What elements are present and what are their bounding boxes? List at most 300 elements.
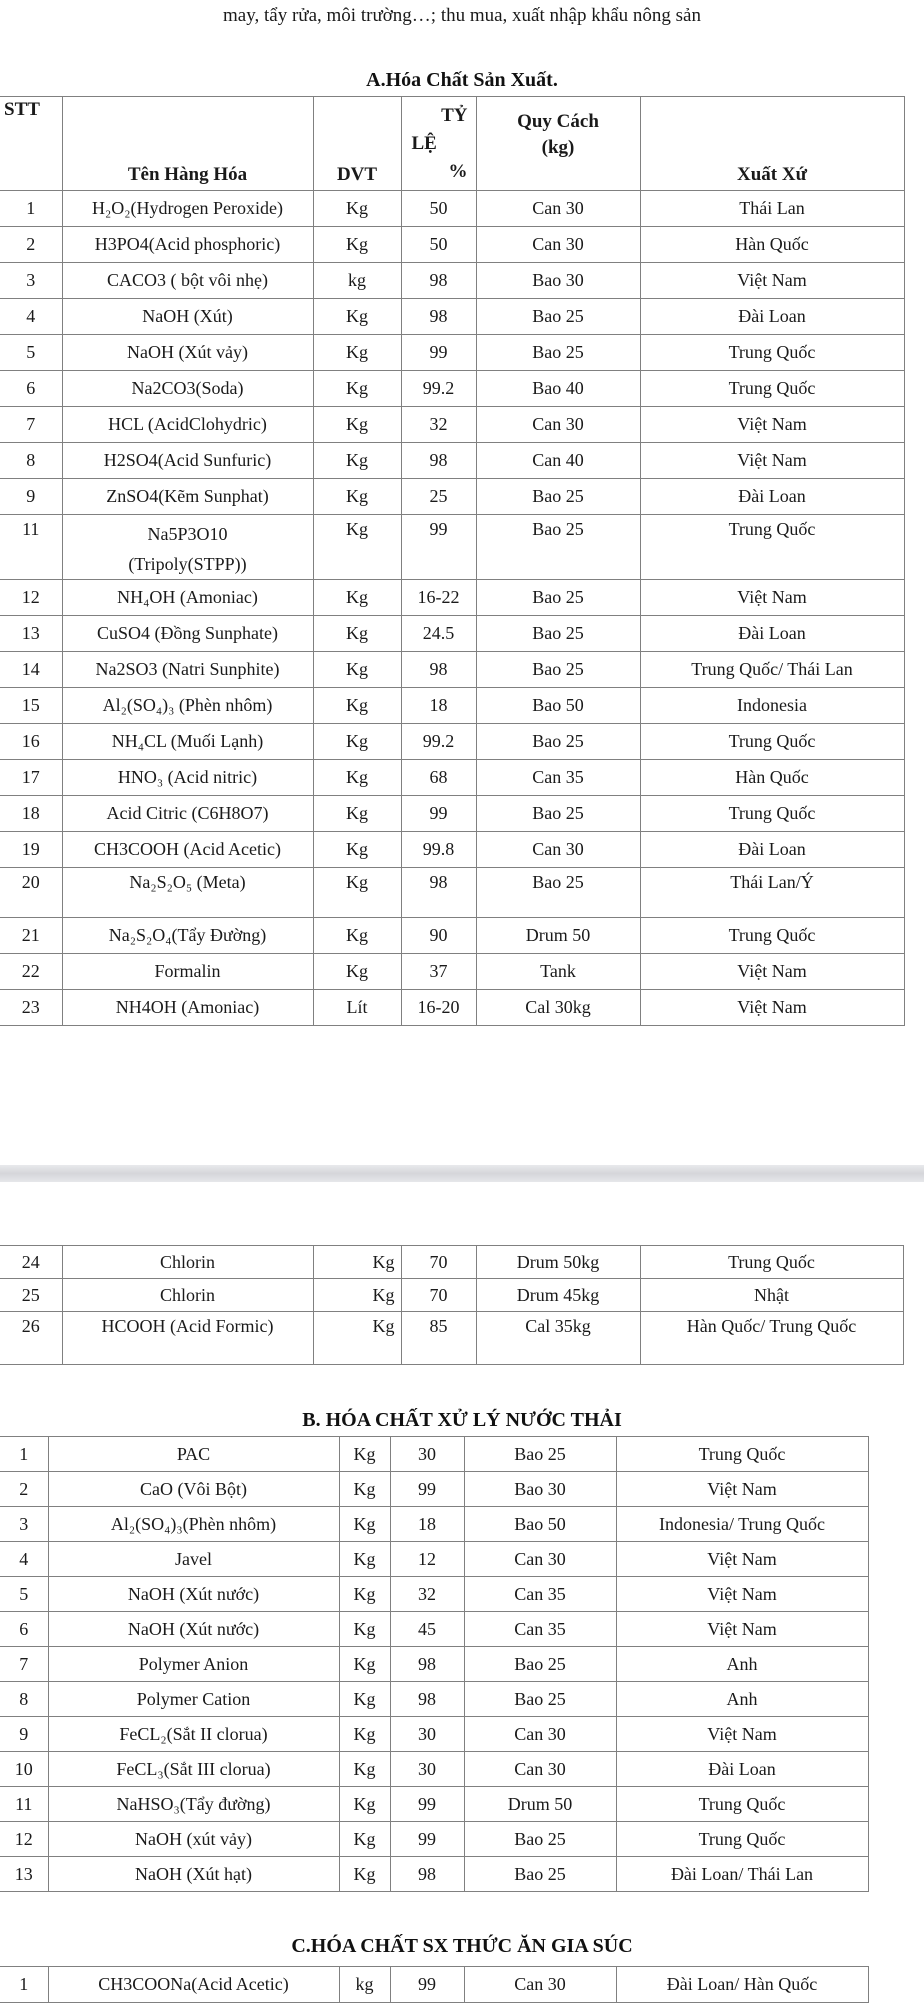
cell-name: PAC [48, 1437, 339, 1472]
table-row [0, 796, 904, 832]
cell-unit: Kg [313, 1312, 401, 1365]
table-row [0, 1472, 868, 1507]
table-row [0, 227, 904, 263]
cell-origin: Việt Nam [640, 443, 904, 479]
cell-unit: Kg [313, 1279, 401, 1312]
table-row [0, 1647, 868, 1682]
cell-name: Na2SO3 (Natri Sunphite) [62, 652, 313, 688]
cell-origin: Anh [616, 1682, 868, 1717]
table-row [0, 263, 904, 299]
cell-unit: Kg [313, 335, 401, 371]
table-row [0, 1577, 868, 1612]
header-stt: STT [0, 97, 62, 191]
cell-origin: Indonesia [640, 688, 904, 724]
table-header-row [0, 97, 904, 191]
cell-spec: Can 30 [476, 407, 640, 443]
section-a-continued-table [0, 1245, 904, 1365]
cell-unit: Kg [339, 1787, 390, 1822]
cell-stt: 7 [0, 1647, 48, 1682]
cell-stt: 22 [0, 954, 62, 990]
cell-unit: Kg [313, 515, 401, 580]
cell-origin: Thái Lan [640, 191, 904, 227]
cell-name: Chlorin [62, 1279, 313, 1312]
section-b-title: B. HÓA CHẤT XỬ LÝ NƯỚC THẢI [302, 1409, 622, 1431]
cell-stt: 8 [0, 1682, 48, 1717]
cell-name-line1: Na5P3O10 [147, 524, 228, 544]
cell-unit: Kg [313, 1246, 401, 1279]
header-name: Tên Hàng Hóa [62, 97, 313, 191]
cell-name: NaOH (Xút) [62, 299, 313, 335]
cell-origin: Đài Loan [640, 616, 904, 652]
cell-spec: Cal 30kg [476, 990, 640, 1026]
cell-stt: 4 [0, 299, 62, 335]
cell-name: CuSO4 (Đồng Sunphate) [62, 616, 313, 652]
cell-origin: Trung Quốc [640, 371, 904, 407]
cell-unit: Kg [339, 1822, 390, 1857]
cell-unit: Kg [313, 443, 401, 479]
cell-name: NaOH (xút vảy) [48, 1822, 339, 1857]
cell-name: NH4OH (Amoniac) [62, 990, 313, 1026]
page-break-divider [0, 1165, 924, 1182]
cell-name: Na₂S₂O₄(Tẩy Đường) [62, 918, 313, 954]
cell-spec: Can 35 [464, 1612, 616, 1647]
cell-origin: Indonesia/ Trung Quốc [616, 1507, 868, 1542]
cell-ratio: 30 [390, 1437, 464, 1472]
cell-origin: Việt Nam [640, 580, 904, 616]
cell-unit: Kg [313, 796, 401, 832]
cell-stt: 3 [0, 263, 62, 299]
cell-name: FeCL₃(Sắt III clorua) [48, 1752, 339, 1787]
table-row [0, 868, 904, 918]
cell-stt: 25 [0, 1279, 62, 1312]
cell-origin: Trung Quốc [640, 515, 904, 580]
table-row [0, 1822, 868, 1857]
table-row [0, 688, 904, 724]
cell-spec: Bao 25 [476, 580, 640, 616]
cell-ratio: 37 [401, 954, 476, 990]
cell-unit: Kg [339, 1612, 390, 1647]
cell-name: Chlorin [62, 1246, 313, 1279]
cell-stt: 9 [0, 479, 62, 515]
cell-ratio: 98 [401, 868, 476, 918]
cell-origin: Việt Nam [616, 1472, 868, 1507]
table-row [0, 954, 904, 990]
cell-spec: Bao 25 [476, 616, 640, 652]
cell-name: Formalin [62, 954, 313, 990]
cell-unit: Kg [313, 724, 401, 760]
table-row [0, 371, 904, 407]
header-ratio-line1: TỶ [441, 104, 468, 126]
cell-name: ZnSO4(Kẽm Sunphat) [62, 479, 313, 515]
cell-ratio: 45 [390, 1612, 464, 1647]
cell-unit: Kg [339, 1717, 390, 1752]
table-row [0, 724, 904, 760]
cell-stt: 13 [0, 616, 62, 652]
cell-ratio: 99.2 [401, 371, 476, 407]
cell-unit: Lít [313, 990, 401, 1026]
header-spec-line1: Quy Cách [517, 111, 599, 132]
section-c-table [0, 1966, 869, 2003]
cell-origin: Anh [616, 1647, 868, 1682]
table-row [0, 407, 904, 443]
cell-spec: Cal 35kg [476, 1312, 640, 1365]
table-row [0, 1857, 868, 1892]
cell-name: H2SO4(Acid Sunfuric) [62, 443, 313, 479]
cell-spec: Bao 25 [464, 1682, 616, 1717]
section-b-table [0, 1436, 869, 1892]
cell-origin: Nhật [640, 1279, 903, 1312]
cell-unit: Kg [313, 954, 401, 990]
cell-name: Javel [48, 1542, 339, 1577]
intro-text: may, tẩy rửa, môi trường…; thu mua, xuất nhập khẩu nông sản [223, 5, 701, 26]
cell-spec: Can 30 [464, 1542, 616, 1577]
table-row [0, 580, 904, 616]
cell-spec: Bao 25 [476, 724, 640, 760]
cell-unit: Kg [339, 1577, 390, 1612]
table-row [0, 1312, 903, 1365]
cell-origin: Thái Lan/Ý [640, 868, 904, 918]
cell-ratio: 25 [401, 479, 476, 515]
cell-origin: Trung Quốc [616, 1822, 868, 1857]
cell-ratio: 68 [401, 760, 476, 796]
header-spec [476, 97, 640, 191]
cell-unit: Kg [339, 1437, 390, 1472]
cell-spec: Drum 45kg [476, 1279, 640, 1312]
cell-origin: Trung Quốc [640, 335, 904, 371]
table-row [0, 299, 904, 335]
cell-spec: Bao 25 [476, 515, 640, 580]
cell-name: Acid Citric (C6H8O7) [62, 796, 313, 832]
cell-unit: Kg [313, 407, 401, 443]
cell-ratio: 70 [401, 1246, 476, 1279]
cell-name: HNO₃ (Acid nitric) [62, 760, 313, 796]
cell-ratio: 98 [390, 1857, 464, 1892]
cell-name: NaOH (Xút hạt) [48, 1857, 339, 1892]
cell-name: NaOH (Xút vảy) [62, 335, 313, 371]
cell-origin: Việt Nam [616, 1612, 868, 1647]
cell-unit: kg [339, 1967, 390, 2003]
cell-stt: 1 [0, 191, 62, 227]
cell-unit: Kg [313, 918, 401, 954]
cell-stt: 12 [0, 580, 62, 616]
cell-name: Al₂(SO₄)₃ (Phèn nhôm) [62, 688, 313, 724]
cell-name: NaOH (Xút nước) [48, 1577, 339, 1612]
cell-spec: Bao 25 [476, 299, 640, 335]
table-row [0, 1279, 903, 1312]
section-c-title: C.HÓA CHẤT SX THỨC ĂN GIA SÚC [291, 1935, 633, 1957]
cell-ratio: 90 [401, 918, 476, 954]
cell-stt: 8 [0, 443, 62, 479]
table-row [0, 1542, 868, 1577]
cell-origin: Trung Quốc [616, 1787, 868, 1822]
header-spec-line2: (kg) [541, 137, 575, 158]
cell-stt: 3 [0, 1507, 48, 1542]
cell-stt: 26 [0, 1312, 62, 1365]
cell-stt: 6 [0, 1612, 48, 1647]
cell-name: NaHSO₃(Tẩy đường) [48, 1787, 339, 1822]
cell-unit: kg [313, 263, 401, 299]
header-origin: Xuất Xứ [640, 97, 904, 191]
cell-origin: Đài Loan/ Hàn Quốc [616, 1967, 868, 2003]
cell-spec: Can 30 [464, 1717, 616, 1752]
section-a-table [0, 96, 905, 1026]
cell-spec: Bao 25 [464, 1822, 616, 1857]
cell-spec: Bao 25 [476, 868, 640, 918]
table-row [0, 1787, 868, 1822]
cell-unit: Kg [339, 1542, 390, 1577]
cell-origin: Đài Loan [640, 479, 904, 515]
cell-stt: 6 [0, 371, 62, 407]
cell-ratio: 99 [390, 1822, 464, 1857]
table-row [0, 1967, 868, 2003]
cell-name: CaO (Vôi Bột) [48, 1472, 339, 1507]
cell-origin: Trung Quốc [640, 724, 904, 760]
cell-spec: Bao 25 [476, 652, 640, 688]
cell-unit: Kg [339, 1857, 390, 1892]
cell-unit: Kg [313, 652, 401, 688]
table-row [0, 832, 904, 868]
cell-ratio: 98 [401, 652, 476, 688]
cell-name: Na₂S₂O₅ (Meta) [62, 868, 313, 918]
cell-ratio: 70 [401, 1279, 476, 1312]
cell-origin: Trung Quốc [640, 796, 904, 832]
cell-stt: 4 [0, 1542, 48, 1577]
section-a-continued-body [0, 1246, 903, 1365]
table-row [0, 335, 904, 371]
cell-stt: 24 [0, 1246, 62, 1279]
cell-ratio: 98 [401, 263, 476, 299]
cell-ratio: 12 [390, 1542, 464, 1577]
cell-ratio: 99 [401, 796, 476, 832]
cell-unit: Kg [313, 299, 401, 335]
cell-stt: 2 [0, 227, 62, 263]
cell-name-line2: (Tripoly(STPP)) [128, 554, 247, 574]
table-row [0, 652, 904, 688]
cell-stt: 13 [0, 1857, 48, 1892]
table-row [0, 443, 904, 479]
cell-ratio: 32 [401, 407, 476, 443]
table-row [0, 616, 904, 652]
cell-ratio: 99 [390, 1472, 464, 1507]
cell-stt: 1 [0, 1967, 48, 2003]
cell-origin: Trung Quốc/ Thái Lan [640, 652, 904, 688]
cell-spec: Can 30 [464, 1752, 616, 1787]
cell-origin: Việt Nam [640, 954, 904, 990]
cell-origin: Việt Nam [616, 1542, 868, 1577]
cell-ratio: 98 [390, 1647, 464, 1682]
cell-name: H3PO4(Acid phosphoric) [62, 227, 313, 263]
cell-name: HCOOH (Acid Formic) [62, 1312, 313, 1365]
cell-ratio: 99 [390, 1967, 464, 2003]
cell-stt: 2 [0, 1472, 48, 1507]
cell-unit: Kg [313, 227, 401, 263]
header-ratio [401, 97, 476, 191]
cell-spec: Can 30 [464, 1967, 616, 2003]
cell-ratio: 50 [401, 227, 476, 263]
table-row [0, 1507, 868, 1542]
cell-name: NaOH (Xút nước) [48, 1612, 339, 1647]
cell-stt: 14 [0, 652, 62, 688]
cell-stt: 5 [0, 335, 62, 371]
cell-origin: Việt Nam [616, 1717, 868, 1752]
cell-ratio: 24.5 [401, 616, 476, 652]
cell-origin: Việt Nam [640, 990, 904, 1026]
cell-stt: 15 [0, 688, 62, 724]
cell-name: CACO3 ( bột vôi nhẹ) [62, 263, 313, 299]
table-row [0, 479, 904, 515]
cell-unit: Kg [313, 868, 401, 918]
cell-ratio: 98 [401, 443, 476, 479]
table-row [0, 1752, 868, 1787]
cell-ratio: 85 [401, 1312, 476, 1365]
cell-spec: Can 35 [464, 1577, 616, 1612]
cell-ratio: 99 [401, 335, 476, 371]
cell-stt: 17 [0, 760, 62, 796]
cell-stt: 12 [0, 1822, 48, 1857]
cell-ratio: 18 [390, 1507, 464, 1542]
cell-spec: Bao 50 [464, 1507, 616, 1542]
cell-name: NH₄CL (Muối Lạnh) [62, 724, 313, 760]
section-a-title: A.Hóa Chất Sản Xuất. [366, 69, 558, 91]
cell-ratio: 32 [390, 1577, 464, 1612]
cell-name: Na2CO3(Soda) [62, 371, 313, 407]
cell-spec: Can 30 [476, 191, 640, 227]
cell-ratio: 98 [390, 1682, 464, 1717]
cell-ratio: 30 [390, 1717, 464, 1752]
cell-origin: Hàn Quốc [640, 760, 904, 796]
cell-origin: Việt Nam [640, 407, 904, 443]
section-b-body [0, 1437, 868, 1892]
cell-ratio: 99 [401, 515, 476, 580]
cell-spec: Bao 25 [464, 1437, 616, 1472]
cell-unit: Kg [313, 688, 401, 724]
cell-stt: 7 [0, 407, 62, 443]
cell-stt: 18 [0, 796, 62, 832]
table-row [0, 1682, 868, 1717]
cell-spec: Bao 50 [476, 688, 640, 724]
cell-stt: 9 [0, 1717, 48, 1752]
table-row [0, 191, 904, 227]
table-row [0, 1612, 868, 1647]
cell-name: CH3COOH (Acid Acetic) [62, 832, 313, 868]
cell-spec: Drum 50 [476, 918, 640, 954]
header-unit: DVT [313, 97, 401, 191]
cell-name: H₂O₂(Hydrogen Peroxide) [62, 191, 313, 227]
cell-origin: Trung Quốc [616, 1437, 868, 1472]
cell-spec: Bao 25 [476, 479, 640, 515]
cell-origin: Trung Quốc [640, 1246, 903, 1279]
cell-unit: Kg [339, 1682, 390, 1717]
cell-spec: Bao 25 [464, 1647, 616, 1682]
cell-unit: Kg [313, 371, 401, 407]
cell-name: NH₄OH (Amoniac) [62, 580, 313, 616]
cell-ratio: 98 [401, 299, 476, 335]
cell-spec: Tank [476, 954, 640, 990]
cell-name: FeCL₂(Sắt II clorua) [48, 1717, 339, 1752]
cell-ratio: 16-22 [401, 580, 476, 616]
cell-unit: Kg [313, 616, 401, 652]
cell-unit: Kg [313, 479, 401, 515]
cell-unit: Kg [313, 760, 401, 796]
cell-stt: 16 [0, 724, 62, 760]
cell-origin: Đài Loan [616, 1752, 868, 1787]
cell-stt: 23 [0, 990, 62, 1026]
table-row [0, 1717, 868, 1752]
cell-stt: 1 [0, 1437, 48, 1472]
cell-spec: Drum 50 [464, 1787, 616, 1822]
cell-name: Al₂(SO₄)₃(Phèn nhôm) [48, 1507, 339, 1542]
cell-origin: Trung Quốc [640, 918, 904, 954]
table-row [0, 760, 904, 796]
cell-spec: Bao 25 [476, 796, 640, 832]
cell-name: Polymer Anion [48, 1647, 339, 1682]
cell-spec: Bao 30 [464, 1472, 616, 1507]
cell-stt: 11 [0, 1787, 48, 1822]
cell-stt: 20 [0, 868, 62, 918]
cell-unit: Kg [339, 1472, 390, 1507]
section-c-body [0, 1967, 868, 2003]
section-a-body [0, 191, 904, 1026]
table-row [0, 1246, 903, 1279]
cell-ratio: 30 [390, 1752, 464, 1787]
cell-name: Polymer Cation [48, 1682, 339, 1717]
cell-stt: 10 [0, 1752, 48, 1787]
cell-spec: Bao 25 [476, 335, 640, 371]
table-row [0, 990, 904, 1026]
header-ratio-line2: LỆ [411, 132, 437, 154]
cell-spec: Bao 25 [464, 1857, 616, 1892]
cell-unit: Kg [339, 1507, 390, 1542]
cell-unit: Kg [313, 832, 401, 868]
cell-name: CH3COONa(Acid Acetic) [48, 1967, 339, 2003]
cell-origin: Đài Loan [640, 299, 904, 335]
cell-stt: 21 [0, 918, 62, 954]
cell-stt: 19 [0, 832, 62, 868]
cell-ratio: 99.2 [401, 724, 476, 760]
cell-origin: Hàn Quốc [640, 227, 904, 263]
cell-ratio: 18 [401, 688, 476, 724]
cell-spec: Can 30 [476, 832, 640, 868]
cell-stt: 11 [0, 515, 62, 580]
cell-origin: Việt Nam [616, 1577, 868, 1612]
cell-unit: Kg [339, 1647, 390, 1682]
cell-unit: Kg [313, 580, 401, 616]
cell-ratio: 16-20 [401, 990, 476, 1026]
cell-origin: Đài Loan [640, 832, 904, 868]
cell-stt: 5 [0, 1577, 48, 1612]
table-row [0, 515, 904, 580]
table-row [0, 1437, 868, 1472]
cell-name: HCL (AcidClohydric) [62, 407, 313, 443]
cell-origin: Đài Loan/ Thái Lan [616, 1857, 868, 1892]
cell-unit: Kg [339, 1752, 390, 1787]
cell-spec: Bao 30 [476, 263, 640, 299]
cell-spec: Drum 50kg [476, 1246, 640, 1279]
header-ratio-line3: % [448, 160, 468, 182]
cell-ratio: 50 [401, 191, 476, 227]
cell-ratio: 99.8 [401, 832, 476, 868]
table-row [0, 918, 904, 954]
cell-origin: Việt Nam [640, 263, 904, 299]
cell-origin: Hàn Quốc/ Trung Quốc [640, 1312, 903, 1365]
cell-name [62, 515, 313, 580]
cell-ratio: 99 [390, 1787, 464, 1822]
cell-spec: Can 40 [476, 443, 640, 479]
cell-spec: Can 30 [476, 227, 640, 263]
cell-spec: Bao 40 [476, 371, 640, 407]
cell-unit: Kg [313, 191, 401, 227]
cell-spec: Can 35 [476, 760, 640, 796]
